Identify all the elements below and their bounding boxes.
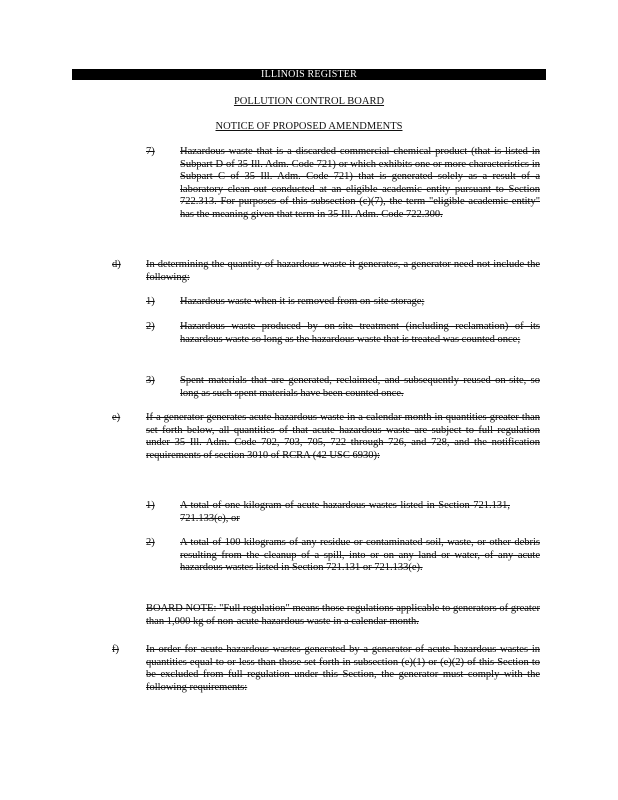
register-header-bar [72, 69, 546, 80]
paragraph-f: In order for acute hazardous wastes generated by a generator of acute hazardous wastes in quantities equal to or less than those set forth in subsection (e)(1) or (e)(2) of this Section to be excluded from full regulation under this Section, the generator must comply with the following requirements: [146, 644, 540, 693]
paragraph-d1-text: Hazardous waste when it is removed from on-site storage; [180, 296, 425, 307]
paragraph-e1: A total of one kilogram of acute hazardous wastes listed in Section 721.131, 721.133(e), or [180, 500, 510, 524]
item-marker: 2) [146, 537, 155, 548]
notice-title: NOTICE OF PROPOSED AMENDMENTS [215, 121, 403, 132]
paragraph-d3: Spent materials that are generated, reclaimed, and subsequently reused on-site, so long as such spent materials have been counted once. [180, 375, 540, 399]
item-marker: 1) [146, 296, 155, 307]
item-marker: e) [112, 412, 121, 423]
paragraph-e2: A total of 100 kilograms of any residue or contaminated soil, waste, or other debris resulting from the cleanup of a spill, into or on any land or water, of any acute hazardous wastes listed in Section 721.131 or 721.133(e). [180, 537, 540, 574]
item-marker: 7) [146, 146, 155, 157]
board-note: BOARD NOTE: "Full regulation" means those regulations applicable to generators of greater than 1,000 kg of non-acute hazardous waste in a calendar month. [146, 603, 540, 627]
board-title: POLLUTION CONTROL BOARD [233, 96, 385, 107]
paragraph-d: In determining the quantity of hazardous waste it generates, a generator need not include the following: [146, 259, 540, 283]
item-marker: f) [112, 644, 119, 655]
item-marker: 3) [146, 375, 155, 386]
paragraph-d2: Hazardous waste produced by on-site treatment (including reclamation) of its hazardous waste so long as the hazardous waste that is treated was counted once; [180, 321, 540, 345]
paragraph-e: If a generator generates acute hazardous waste in a calendar month in quantities greater than set forth below, all quantities of that acute hazardous waste are subject to full regulation under 35 Ill. Adm. Code 702, 703, 705, 722 through 726, and 728, and the notification requirements of section 3010 of RCRA (42 USC 6930): [146, 412, 540, 461]
item-marker: 2) [146, 321, 155, 332]
item-marker: d) [112, 259, 121, 270]
paragraph-7: Hazardous waste that is a discarded commercial chemical product (that is listed in Subpart D of 35 Ill. Adm. Code 721) or which exhibits one or more characteristics in Subpart C of 35 Ill. Adm. Code 721) that is generated solely as a result of a laboratory clean-out conducted at an eligible academic entity pursuant to Section 722.313. For purposes of this subsection (c)(7), the term "eligible academic entity" has the meaning given that term in 35 Ill. Adm. Code 722.300. [180, 146, 540, 220]
item-marker: 1) [146, 500, 155, 511]
register-title: ILLINOIS REGISTER [261, 69, 357, 80]
